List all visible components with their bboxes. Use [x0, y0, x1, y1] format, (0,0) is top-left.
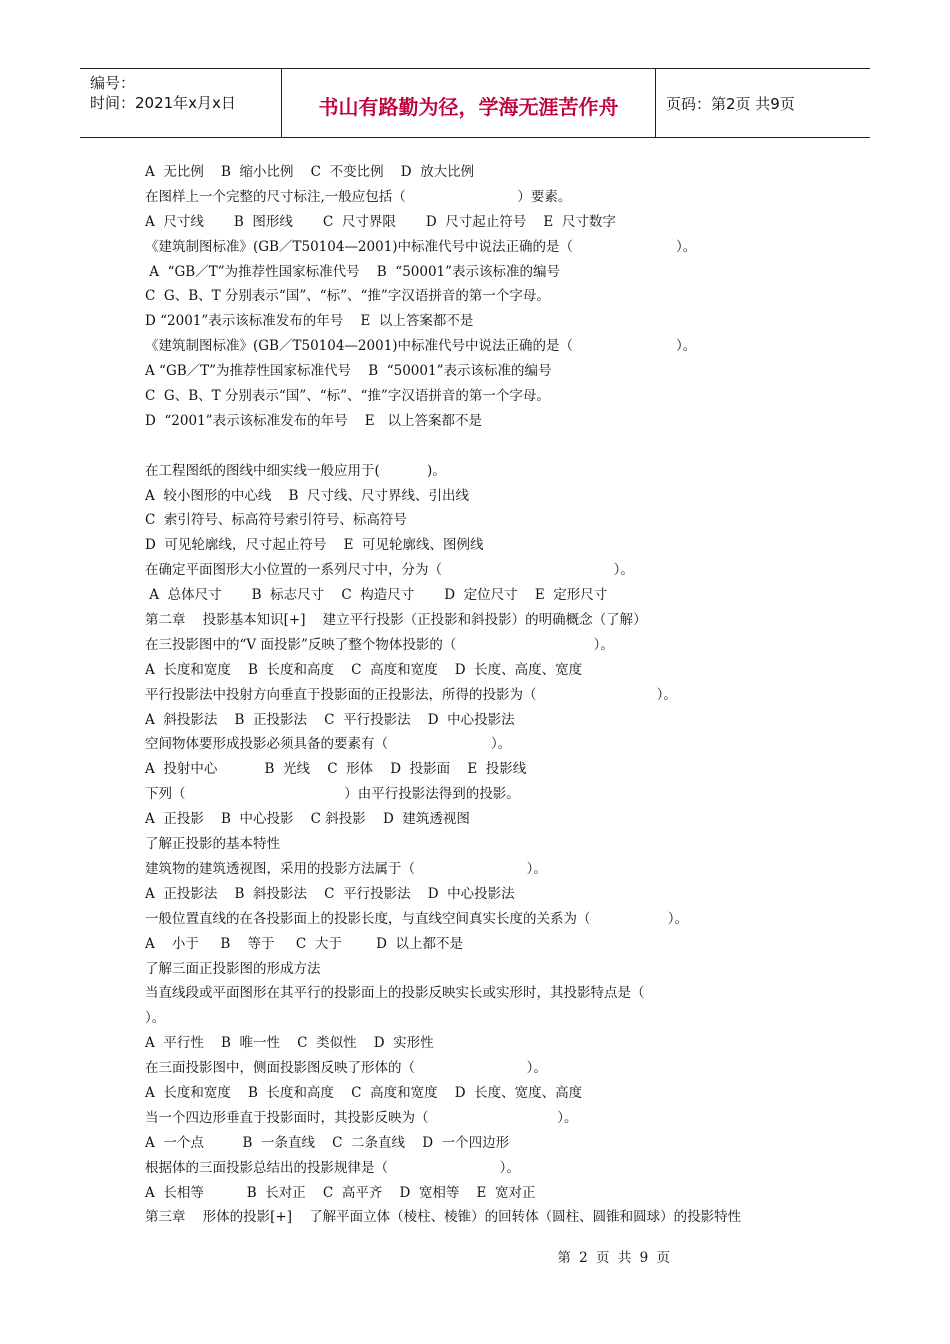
text-line: 在三面投影图中，侧面投影图反映了形体的（ ）。 [145, 1060, 547, 1077]
header-meta [80, 69, 282, 137]
page-footer: 第 2 页 共 9 页 [557, 1250, 670, 1266]
text-line: C G、B、T 分别表示“国”、“标”、“推”字汉语拼音的第一个字母。 [145, 388, 550, 405]
number-label: 编号： [90, 74, 136, 92]
text-line: 当一个四边形垂直于投影面时，其投影反映为（ ）。 [145, 1109, 578, 1126]
text-line [145, 434, 845, 459]
text-line: C G、B、T 分别表示“国”、“标”、“推”字汉语拼音的第一个字母。 [145, 288, 550, 305]
text-line: A 较小图形的中心线 B 尺寸线、尺寸界线、引出线 [145, 487, 469, 504]
text-line: 在三投影图中的“V 面投影”反映了整个物体投影的（ ）。 [145, 636, 614, 653]
text-line: 平行投影法中投射方向垂直于投影面的正投影法，所得的投影为（ ）。 [145, 686, 677, 703]
text-line: 《建筑制图标准》(GB／T50104—2001)中标准代号中说法正确的是（ ）。 [145, 338, 697, 355]
text-line: 当直线段或平面图形在其平行的投影面上的投影反映实长或实形时，其投影特点是（ [145, 985, 645, 1002]
text-line: A “GB／T”为推荐性国家标准代号 B “50001”表示该标准的编号 [145, 363, 552, 380]
text-line: A “GB／T”为推荐性国家标准代号 B “50001”表示该标准的编号 [145, 263, 561, 280]
text-line: A 长相等 B 长对正 C 高平齐 D 宽相等 E 宽对正 [145, 1184, 536, 1201]
text-line: 空间物体要形成投影必须具备的要素有（ ）。 [145, 736, 512, 753]
text-line: 《建筑制图标准》(GB／T50104—2001)中标准代号中说法正确的是（ ）。 [145, 238, 697, 255]
text-line: C 索引符号、标高符号索引符号、标高符号 [145, 512, 407, 529]
text-line: 下列（ ）由平行投影法得到的投影。 [145, 786, 520, 803]
text-line: D 可见轮廓线，尺寸起止符号 E 可见轮廓线、图例线 [145, 537, 484, 554]
text-line: D “2001”表示该标准发布的年号 E 以上答案都不是 [145, 313, 474, 330]
text-line: A 长度和宽度 B 长度和高度 C 高度和宽度 D 长度、高度、宽度 [145, 661, 583, 678]
text-line: 了解正投影的基本特性 [145, 836, 280, 853]
text-line: 在图样上一个完整的尺寸标注,一般应包括（ ）要素。 [145, 188, 572, 205]
text-line: ）。 [145, 1010, 166, 1027]
text-line: A 无比例 B 缩小比例 C 不变比例 D 放大比例 [145, 164, 475, 180]
text-line: A 投射中心 B 光线 C 形体 D 投影面 E 投影线 [145, 761, 527, 778]
text-line: A 尺寸线 B 图形线 C 尺寸界限 D 尺寸起止符号 E 尺寸数字 [145, 213, 616, 230]
text-line: A 斜投影法 B 正投影法 C 平行投影法 D 中心投影法 [145, 711, 515, 728]
text-line: 一般位置直线的在各投影面上的投影长度，与直线空间真实长度的关系为（ ）。 [145, 910, 688, 927]
text-line: 根据体的三面投影总结出的投影规律是（ ）。 [145, 1159, 520, 1176]
text-line: D “2001”表示该标准发布的年号 E 以上答案都不是 [145, 412, 482, 429]
motto: 书山有路勤为径，学海无涯苦作舟 [282, 69, 656, 137]
text-line: 在确定平面图形大小位置的一系列尺寸中，分为（ ）。 [145, 562, 634, 579]
page-info: 页码：第2页 共9页 [666, 94, 795, 113]
text-line: A 小于 B 等于 C 大于 D 以上都不是 [145, 935, 464, 952]
page-header [80, 68, 870, 138]
text-line: 了解三面正投影图的形成方法 [145, 960, 321, 977]
time-label: 时间：2021年x月x日 [90, 94, 236, 112]
document-body [145, 160, 845, 1230]
text-line: 第三章 形体的投影[+] 了解平面立体（棱柱、棱锥）的回转体（圆柱、圆锥和圆球）的投影特性 [145, 1209, 742, 1226]
text-line: 第二章 投影基本知识[+] 建立平行投影（正投影和斜投影）的明确概念（了解） [145, 612, 647, 629]
text-line: A 长度和宽度 B 长度和高度 C 高度和宽度 D 长度、宽度、高度 [145, 1084, 583, 1101]
text-line: A 正投影 B 中心投影 C 斜投影 D 建筑透视图 [145, 811, 470, 828]
text-line: A 一个点 B 一条直线 C 二条直线 D 一个四边形 [145, 1134, 510, 1151]
text-line: 建筑物的建筑透视图，采用的投影方法属于（ ）。 [145, 860, 547, 877]
text-line: A 正投影法 B 斜投影法 C 平行投影法 D 中心投影法 [145, 885, 515, 902]
text-line: 在工程图纸的图线中细实线一般应用于( )。 [145, 462, 446, 479]
text-line: A 平行性 B 唯一性 C 类似性 D 实形性 [145, 1035, 434, 1052]
text-line: A 总体尺寸 B 标志尺寸 C 构造尺寸 D 定位尺寸 E 定形尺寸 [145, 587, 608, 604]
